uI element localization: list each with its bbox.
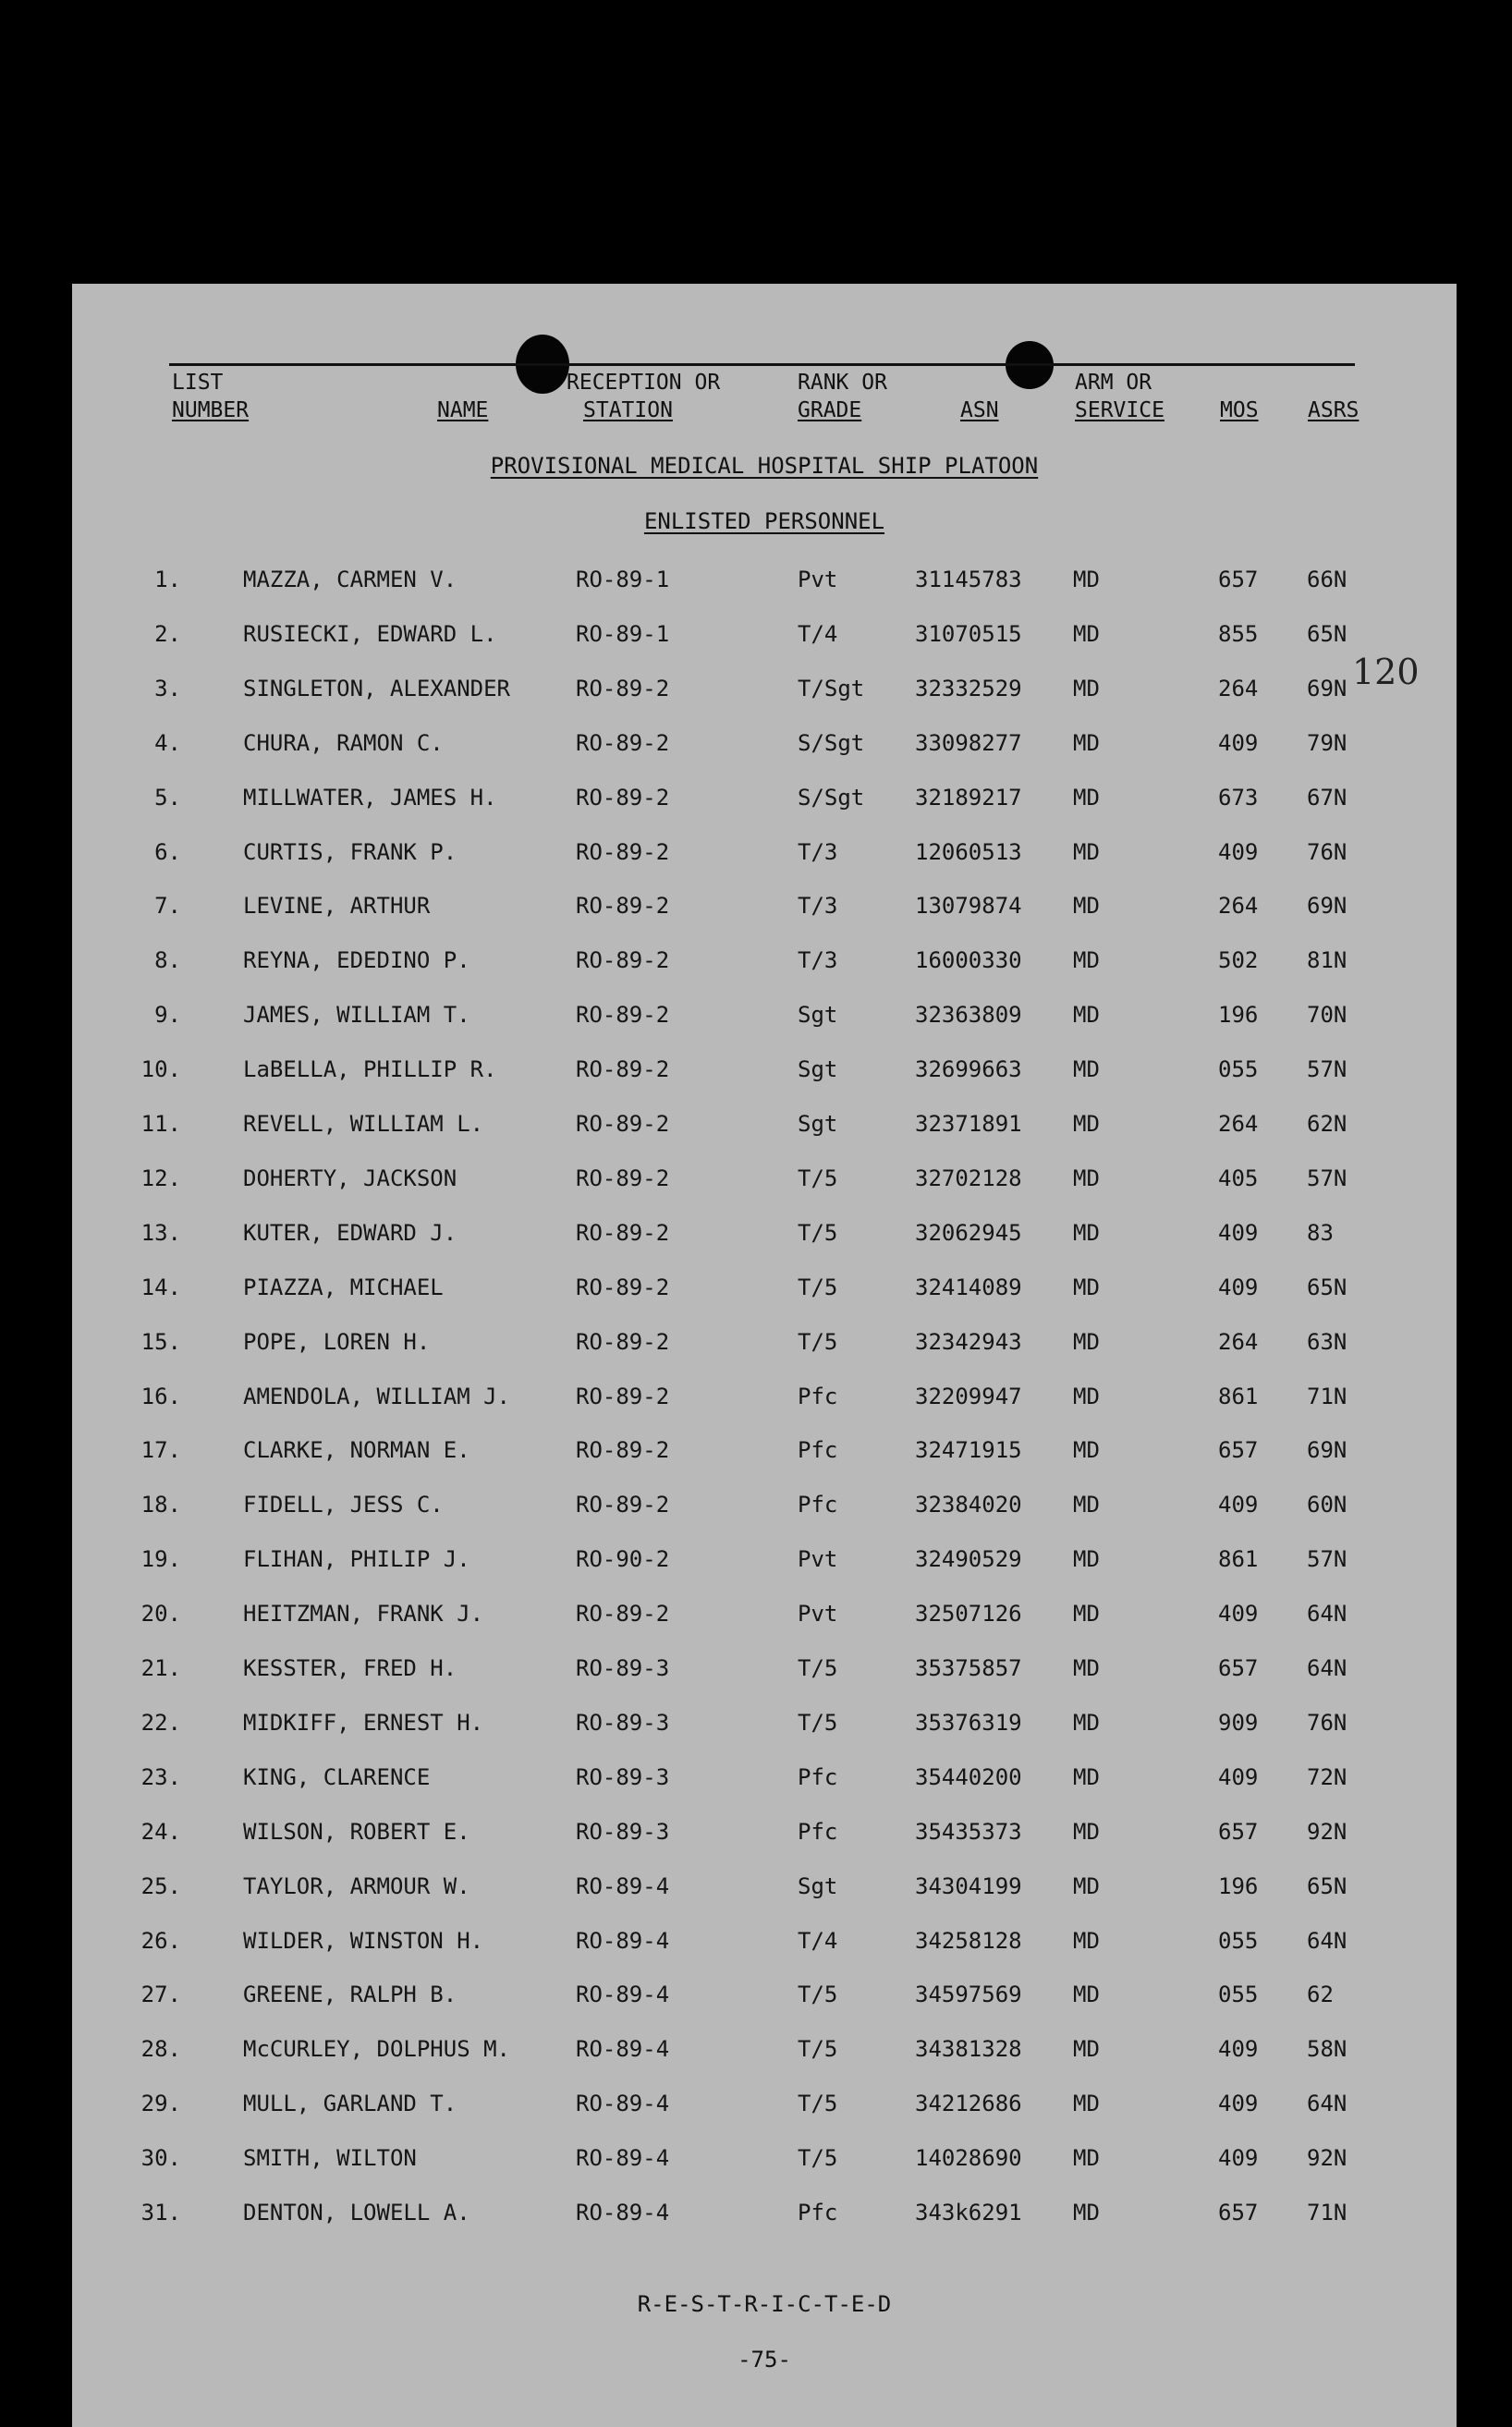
cell-arm-service: MD	[1073, 675, 1100, 701]
cell-rank-grade: S/Sgt	[798, 784, 865, 811]
cell-name: MULL, GARLAND T.	[243, 2091, 457, 2117]
header-reception-station: RECEPTION OR STATION	[567, 371, 721, 422]
cell-asrs: 62N	[1307, 1111, 1347, 1137]
cell-arm-service: MD	[1073, 1927, 1100, 1954]
table-row	[72, 725, 1457, 762]
table-row	[72, 1323, 1457, 1360]
cell-rank-grade: T/3	[798, 838, 838, 865]
cell-mos: 657	[1218, 1655, 1259, 1681]
cell-mos: 196	[1218, 1872, 1259, 1899]
cell-arm-service: MD	[1073, 2145, 1100, 2172]
cell-asrs: 69N	[1307, 893, 1347, 920]
cell-mos: 409	[1218, 1763, 1259, 1790]
cell-arm-service: MD	[1073, 947, 1100, 974]
cell-arm-service: MD	[1073, 1655, 1100, 1681]
cell-asn: 32702128	[915, 1165, 1022, 1191]
cell-asn: 32414089	[915, 1274, 1022, 1300]
cell-name: LaBELLA, PHILLIP R.	[243, 1056, 497, 1083]
cell-list-number: 11.	[140, 1111, 181, 1137]
cell-mos: 409	[1218, 1274, 1259, 1300]
table-row	[72, 1486, 1457, 1523]
cell-mos: 264	[1218, 893, 1259, 920]
cell-list-number: 12.	[140, 1165, 181, 1191]
cell-mos: 657	[1218, 567, 1259, 592]
cell-asn: 32490529	[915, 1546, 1022, 1573]
cell-arm-service: MD	[1073, 1056, 1100, 1083]
cell-arm-service: MD	[1073, 2036, 1100, 2063]
cell-list-number: 8.	[154, 947, 181, 974]
cell-rank-grade: Pvt	[798, 1601, 838, 1628]
cell-asn: 32332529	[915, 675, 1022, 701]
cell-asrs: 64N	[1307, 1655, 1347, 1681]
cell-rank-grade: T/5	[798, 1328, 838, 1355]
table-row	[72, 1214, 1457, 1251]
cell-reception-station: RO-89-4	[576, 2091, 670, 2117]
cell-reception-station: RO-89-2	[576, 947, 670, 974]
table-row	[72, 1976, 1457, 2013]
cell-rank-grade: T/5	[798, 1709, 838, 1736]
cell-name: JAMES, WILLIAM T.	[243, 1002, 470, 1029]
cell-reception-station: RO-89-2	[576, 1219, 670, 1246]
cell-reception-station: RO-89-4	[576, 2145, 670, 2172]
header-asn: ASN	[960, 398, 999, 422]
cell-list-number: 1.	[154, 567, 181, 592]
document-page	[72, 284, 1457, 2427]
cell-asrs: 57N	[1307, 1056, 1347, 1083]
table-row	[72, 1868, 1457, 1905]
cell-reception-station: RO-89-2	[576, 784, 670, 811]
cell-arm-service: MD	[1073, 1437, 1100, 1464]
cell-reception-station: RO-89-4	[576, 2200, 670, 2226]
cell-list-number: 27.	[140, 1982, 181, 2008]
cell-name: TAYLOR, ARMOUR W.	[243, 1872, 470, 1899]
cell-reception-station: RO-89-4	[576, 1872, 670, 1899]
cell-reception-station: RO-89-2	[576, 1437, 670, 1464]
cell-mos: 264	[1218, 1328, 1259, 1355]
cell-rank-grade: Pfc	[798, 1383, 838, 1409]
cell-reception-station: RO-89-2	[576, 1601, 670, 1628]
cell-name: CLARKE, NORMAN E.	[243, 1437, 470, 1464]
cell-rank-grade: Sgt	[798, 1056, 838, 1083]
cell-reception-station: RO-89-2	[576, 1165, 670, 1191]
cell-list-number: 17.	[140, 1437, 181, 1464]
cell-arm-service: MD	[1073, 1383, 1100, 1409]
cell-asn: 13079874	[915, 893, 1022, 920]
cell-asn: 33098277	[915, 729, 1022, 756]
cell-reception-station: RO-89-2	[576, 1274, 670, 1300]
cell-list-number: 20.	[140, 1601, 181, 1628]
cell-name: LEVINE, ARTHUR	[243, 893, 431, 920]
table-row	[72, 887, 1457, 924]
cell-asn: 35440200	[915, 1763, 1022, 1790]
table-row	[72, 834, 1457, 871]
cell-name: GREENE, RALPH B.	[243, 1982, 457, 2008]
cell-rank-grade: T/4	[798, 620, 838, 647]
cell-asn: 31145783	[915, 567, 1022, 592]
header-rank-or-grade: RANK OR GRADE	[798, 371, 887, 422]
cell-rank-grade: Sgt	[798, 1872, 838, 1899]
cell-asn: 32699663	[915, 1056, 1022, 1083]
cell-asn: 34597569	[915, 1982, 1022, 2008]
cell-arm-service: MD	[1073, 1492, 1100, 1518]
cell-asn: 34381328	[915, 2036, 1022, 2063]
cell-mos: 409	[1218, 2145, 1259, 2172]
cell-list-number: 23.	[140, 1763, 181, 1790]
cell-arm-service: MD	[1073, 838, 1100, 865]
cell-name: KUTER, EDWARD J.	[243, 1219, 457, 1246]
cell-rank-grade: Pfc	[798, 1763, 838, 1790]
cell-list-number: 9.	[154, 1002, 181, 1029]
cell-asn: 32189217	[915, 784, 1022, 811]
cell-asn: 34304199	[915, 1872, 1022, 1899]
cell-arm-service: MD	[1073, 893, 1100, 920]
cell-reception-station: RO-89-2	[576, 675, 670, 701]
cell-arm-service: MD	[1073, 1002, 1100, 1029]
cell-rank-grade: T/3	[798, 947, 838, 974]
cell-list-number: 26.	[140, 1927, 181, 1954]
cell-mos: 409	[1218, 1219, 1259, 1246]
cell-reception-station: RO-89-2	[576, 1002, 670, 1029]
cell-reception-station: RO-89-4	[576, 2036, 670, 2063]
cell-asrs: 64N	[1307, 1601, 1347, 1628]
cell-mos: 861	[1218, 1383, 1259, 1409]
cell-asrs: 79N	[1307, 729, 1347, 756]
table-row	[72, 1051, 1457, 1088]
cell-list-number: 5.	[154, 784, 181, 811]
cell-asrs: 70N	[1307, 1002, 1347, 1029]
restricted-marking: R-E-S-T-R-I-C-T-E-D	[637, 2291, 892, 2317]
cell-name: CURTIS, FRANK P.	[243, 838, 457, 865]
cell-reception-station: RO-89-2	[576, 1111, 670, 1137]
cell-rank-grade: T/5	[798, 1655, 838, 1681]
cell-asrs: 72N	[1307, 1763, 1347, 1790]
cell-mos: 405	[1218, 1165, 1259, 1191]
cell-rank-grade: T/5	[798, 1219, 838, 1246]
table-row	[72, 1813, 1457, 1850]
cell-mos: 657	[1218, 1437, 1259, 1464]
table-row	[72, 616, 1457, 652]
cell-arm-service: MD	[1073, 1546, 1100, 1573]
cell-rank-grade: T/5	[798, 2145, 838, 2172]
cell-asn: 35375857	[915, 1655, 1022, 1681]
table-row	[72, 2085, 1457, 2122]
cell-asn: 32363809	[915, 1002, 1022, 1029]
cell-asrs: 69N	[1307, 1437, 1347, 1464]
cell-arm-service: MD	[1073, 1165, 1100, 1191]
table-row	[72, 2031, 1457, 2067]
cell-asrs: 66N	[1307, 567, 1347, 592]
cell-reception-station: RO-89-2	[576, 1056, 670, 1083]
cell-asrs: 64N	[1307, 2091, 1347, 2117]
cell-list-number: 21.	[140, 1655, 181, 1681]
cell-rank-grade: Pfc	[798, 1437, 838, 1464]
table-row	[72, 2140, 1457, 2177]
cell-mos: 409	[1218, 838, 1259, 865]
table-row	[72, 2194, 1457, 2231]
cell-rank-grade: Pfc	[798, 2200, 838, 2226]
cell-reception-station: RO-89-1	[576, 620, 670, 647]
cell-asrs: 63N	[1307, 1328, 1347, 1355]
cell-rank-grade: Sgt	[798, 1111, 838, 1137]
cell-name: WILSON, ROBERT E.	[243, 1818, 470, 1845]
cell-asn: 32062945	[915, 1219, 1022, 1246]
cell-asrs: 92N	[1307, 2145, 1347, 2172]
cell-mos: 409	[1218, 1492, 1259, 1518]
cell-asn: 12060513	[915, 838, 1022, 865]
cell-list-number: 28.	[140, 2036, 181, 2063]
cell-name: DENTON, LOWELL A.	[243, 2200, 470, 2226]
cell-rank-grade: T/5	[798, 2091, 838, 2117]
cell-reception-station: RO-89-1	[576, 567, 670, 592]
cell-reception-station: RO-89-4	[576, 1927, 670, 1954]
cell-asn: 343k6291	[915, 2200, 1022, 2226]
cell-rank-grade: S/Sgt	[798, 729, 865, 756]
cell-reception-station: RO-89-3	[576, 1763, 670, 1790]
cell-asn: 16000330	[915, 947, 1022, 974]
cell-asrs: 92N	[1307, 1818, 1347, 1845]
cell-arm-service: MD	[1073, 2200, 1100, 2226]
cell-mos: 409	[1218, 1601, 1259, 1628]
cell-list-number: 30.	[140, 2145, 181, 2172]
cell-mos: 055	[1218, 1056, 1259, 1083]
cell-asn: 31070515	[915, 620, 1022, 647]
cell-arm-service: MD	[1073, 784, 1100, 811]
cell-list-number: 31.	[140, 2200, 181, 2226]
cell-list-number: 3.	[154, 675, 181, 701]
cell-arm-service: MD	[1073, 1274, 1100, 1300]
cell-arm-service: MD	[1073, 1982, 1100, 2008]
cell-arm-service: MD	[1073, 1872, 1100, 1899]
cell-rank-grade: T/5	[798, 2036, 838, 2063]
cell-asn: 32342943	[915, 1328, 1022, 1355]
cell-rank-grade: T/Sgt	[798, 675, 865, 701]
cell-mos: 861	[1218, 1546, 1259, 1573]
cell-mos: 055	[1218, 1927, 1259, 1954]
cell-asrs: 76N	[1307, 838, 1347, 865]
cell-asn: 34212686	[915, 2091, 1022, 2117]
cell-name: PIAZZA, MICHAEL	[243, 1274, 444, 1300]
cell-mos: 657	[1218, 2200, 1259, 2226]
cell-rank-grade: Sgt	[798, 1002, 838, 1029]
cell-name: REVELL, WILLIAM L.	[243, 1111, 484, 1137]
cell-mos: 673	[1218, 784, 1259, 811]
cell-reception-station: RO-90-2	[576, 1546, 670, 1573]
cell-name: DOHERTY, JACKSON	[243, 1165, 457, 1191]
cell-name: SMITH, WILTON	[243, 2145, 417, 2172]
cell-arm-service: MD	[1073, 1601, 1100, 1628]
cell-asrs: 57N	[1307, 1165, 1347, 1191]
cell-rank-grade: T/4	[798, 1927, 838, 1954]
table-row	[72, 779, 1457, 816]
cell-name: WILDER, WINSTON H.	[243, 1927, 484, 1954]
cell-name: FIDELL, JESS C.	[243, 1492, 444, 1518]
table-row	[72, 1759, 1457, 1796]
cell-name: SINGLETON, ALEXANDER	[243, 675, 510, 701]
table-row	[72, 1541, 1457, 1578]
cell-name: POPE, LOREN H.	[243, 1328, 431, 1355]
cell-name: HEITZMAN, FRANK J.	[243, 1601, 484, 1628]
cell-list-number: 19.	[140, 1546, 181, 1573]
cell-list-number: 22.	[140, 1709, 181, 1736]
cell-name: MILLWATER, JAMES H.	[243, 784, 497, 811]
cell-mos: 502	[1218, 947, 1259, 974]
cell-reception-station: RO-89-2	[576, 838, 670, 865]
cell-asrs: 65N	[1307, 1872, 1347, 1899]
cell-asn: 35376319	[915, 1709, 1022, 1736]
section-subtitle: ENLISTED PERSONNEL	[643, 508, 885, 534]
cell-name: MIDKIFF, ERNEST H.	[243, 1709, 484, 1736]
section-title: PROVISIONAL MEDICAL HOSPITAL SHIP PLATOON	[490, 453, 1039, 479]
cell-list-number: 13.	[140, 1219, 181, 1246]
cell-reception-station: RO-89-2	[576, 1492, 670, 1518]
cell-asrs: 60N	[1307, 1492, 1347, 1518]
cell-list-number: 16.	[140, 1383, 181, 1409]
cell-mos: 855	[1218, 620, 1259, 647]
cell-list-number: 29.	[140, 2091, 181, 2117]
cell-mos: 909	[1218, 1709, 1259, 1736]
cell-name: REYNA, EDEDINO P.	[243, 947, 470, 974]
cell-arm-service: MD	[1073, 729, 1100, 756]
cell-name: FLIHAN, PHILIP J.	[243, 1546, 470, 1573]
cell-arm-service: MD	[1073, 567, 1100, 592]
cell-asrs: 71N	[1307, 2200, 1347, 2226]
cell-rank-grade: T/5	[798, 1982, 838, 2008]
cell-mos: 055	[1218, 1982, 1259, 2008]
cell-mos: 264	[1218, 675, 1259, 701]
cell-asn: 32371891	[915, 1111, 1022, 1137]
cell-asn: 14028690	[915, 2145, 1022, 2172]
cell-list-number: 24.	[140, 1818, 181, 1845]
table-row	[72, 996, 1457, 1033]
cell-reception-station: RO-89-4	[576, 1982, 670, 2008]
cell-reception-station: RO-89-2	[576, 1328, 670, 1355]
table-row	[72, 1704, 1457, 1741]
cell-rank-grade: Pvt	[798, 567, 838, 592]
cell-asrs: 57N	[1307, 1546, 1347, 1573]
header-name: NAME	[437, 398, 489, 422]
cell-list-number: 10.	[140, 1056, 181, 1083]
cell-arm-service: MD	[1073, 1763, 1100, 1790]
cell-reception-station: RO-89-3	[576, 1655, 670, 1681]
cell-asn: 32209947	[915, 1383, 1022, 1409]
cell-asrs: 71N	[1307, 1383, 1347, 1409]
cell-name: AMENDOLA, WILLIAM J.	[243, 1383, 510, 1409]
cell-mos: 409	[1218, 2036, 1259, 2063]
cell-asrs: 67N	[1307, 784, 1347, 811]
cell-rank-grade: T/5	[798, 1165, 838, 1191]
cell-name: RUSIECKI, EDWARD L.	[243, 620, 497, 647]
header-arm-or-service: ARM OR SERVICE	[1075, 371, 1164, 422]
cell-name: KESSTER, FRED H.	[243, 1655, 457, 1681]
table-row	[72, 942, 1457, 979]
cell-asn: 32507126	[915, 1601, 1022, 1628]
cell-asn: 32384020	[915, 1492, 1022, 1518]
cell-asn: 32471915	[915, 1437, 1022, 1464]
cell-name: McCURLEY, DOLPHUS M.	[243, 2036, 510, 2063]
cell-list-number: 7.	[154, 893, 181, 920]
table-row	[72, 1378, 1457, 1415]
cell-reception-station: RO-89-3	[576, 1818, 670, 1845]
page-number: -75-	[738, 2347, 791, 2372]
cell-list-number: 4.	[154, 729, 181, 756]
cell-name: CHURA, RAMON C.	[243, 729, 444, 756]
cell-name: KING, CLARENCE	[243, 1763, 431, 1790]
cell-asrs: 83	[1307, 1219, 1334, 1246]
header-asrs: ASRS	[1308, 398, 1360, 422]
cell-arm-service: MD	[1073, 620, 1100, 647]
cell-arm-service: MD	[1073, 1219, 1100, 1246]
cell-list-number: 6.	[154, 838, 181, 865]
cell-arm-service: MD	[1073, 1111, 1100, 1137]
cell-asrs: 62	[1307, 1982, 1334, 2008]
cell-list-number: 14.	[140, 1274, 181, 1300]
cell-reception-station: RO-89-2	[576, 1383, 670, 1409]
cell-arm-service: MD	[1073, 1709, 1100, 1736]
cell-asrs: 65N	[1307, 620, 1347, 647]
table-row	[72, 670, 1457, 707]
cell-mos: 409	[1218, 729, 1259, 756]
header-mos: MOS	[1220, 398, 1259, 422]
cell-arm-service: MD	[1073, 1818, 1100, 1845]
cell-mos: 196	[1218, 1002, 1259, 1029]
cell-list-number: 25.	[140, 1872, 181, 1899]
header-list-number: LIST NUMBER	[172, 371, 250, 422]
header-rule	[169, 363, 1355, 366]
table-row	[72, 561, 1457, 598]
cell-rank-grade: Pvt	[798, 1546, 838, 1573]
cell-reception-station: RO-89-2	[576, 729, 670, 756]
cell-list-number: 18.	[140, 1492, 181, 1518]
table-row	[72, 1595, 1457, 1632]
cell-asrs: 64N	[1307, 1927, 1347, 1954]
cell-rank-grade: T/3	[798, 893, 838, 920]
cell-asrs: 76N	[1307, 1709, 1347, 1736]
cell-list-number: 15.	[140, 1328, 181, 1355]
cell-reception-station: RO-89-2	[576, 893, 670, 920]
handwritten-page-note: 120	[1352, 652, 1420, 692]
cell-asrs: 65N	[1307, 1274, 1347, 1300]
cell-asrs: 69N	[1307, 675, 1347, 701]
cell-asn: 34258128	[915, 1927, 1022, 1954]
cell-mos: 409	[1218, 2091, 1259, 2117]
table-row	[72, 1432, 1457, 1469]
table-row	[72, 1650, 1457, 1687]
cell-name: MAZZA, CARMEN V.	[243, 567, 457, 592]
cell-rank-grade: T/5	[798, 1274, 838, 1300]
cell-rank-grade: Pfc	[798, 1818, 838, 1845]
cell-asn: 35435373	[915, 1818, 1022, 1845]
cell-asrs: 58N	[1307, 2036, 1347, 2063]
cell-list-number: 2.	[154, 620, 181, 647]
cell-arm-service: MD	[1073, 2091, 1100, 2117]
cell-mos: 657	[1218, 1818, 1259, 1845]
cell-reception-station: RO-89-3	[576, 1709, 670, 1736]
cell-rank-grade: Pfc	[798, 1492, 838, 1518]
table-row	[72, 1160, 1457, 1197]
cell-asrs: 81N	[1307, 947, 1347, 974]
cell-mos: 264	[1218, 1111, 1259, 1137]
table-row	[72, 1269, 1457, 1306]
table-row	[72, 1105, 1457, 1142]
cell-arm-service: MD	[1073, 1328, 1100, 1355]
table-row	[72, 1922, 1457, 1959]
